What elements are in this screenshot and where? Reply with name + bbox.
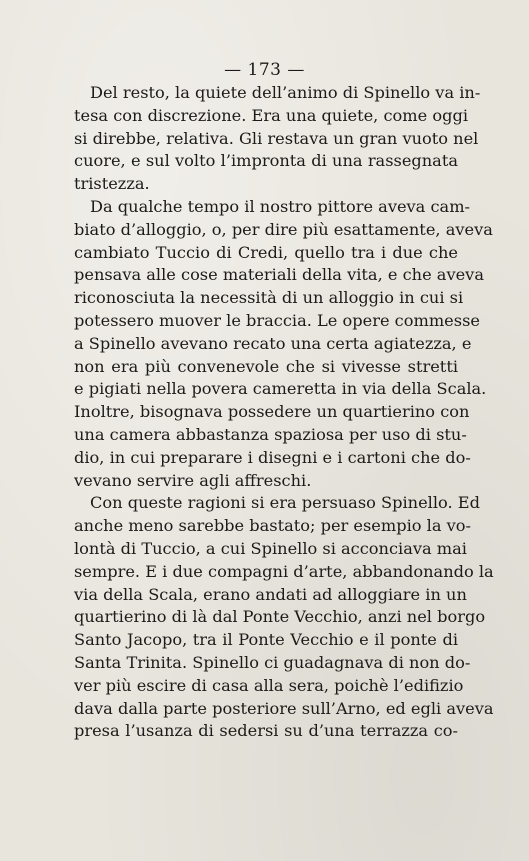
text-line: ver più escire di casa alla sera, poichè l’edifizio <box>74 675 464 695</box>
text-line: cuore, e sul volto l’impronta di una rassegnata <box>74 151 458 171</box>
text-line: riconosciuta la necessità di un alloggio in cui si <box>74 288 464 308</box>
text-line: cambiato Tuccio di Credi, quello tra i due che <box>74 242 458 262</box>
text-line: vevano servire agli affreschi. <box>74 470 312 490</box>
text-line: via della Scala, erano andati ad alloggiare in un <box>74 584 467 604</box>
text-line: e pigiati nella povera cameretta in via della Scala. <box>74 379 487 399</box>
text-line: quartierino di là dal Ponte Vecchio, anzi nel borgo <box>74 607 486 627</box>
text-line: presa l’usanza di sedersi su d’una terrazza co- <box>74 721 458 741</box>
body-text <box>74 82 494 743</box>
text-line: una camera abbastanza spaziosa per uso di stu- <box>74 424 467 444</box>
text-line: anche meno sarebbe bastato; per esempio la vo- <box>74 516 471 536</box>
text-line: Del resto, la quiete dell’animo di Spinello va in- <box>90 83 481 102</box>
text-line: si direbbe, relativa. Gli restava un gran vuoto nel <box>74 128 479 148</box>
text-line: Santa Trinita. Spinello ci guadagnava di non do- <box>74 652 471 672</box>
text-line: tristezza. <box>74 174 150 194</box>
text-line: dio, in cui preparare i disegni e i cartoni che do- <box>74 447 471 467</box>
text-line: non era più convenevole che si vivesse stretti <box>74 356 458 376</box>
text-line: Con queste ragioni si era persuaso Spinello. Ed <box>90 493 480 513</box>
text-line: Da qualche tempo il nostro pittore aveva cam- <box>90 196 471 216</box>
text-line: tesa con discrezione. Era una quiete, come oggi <box>74 105 469 125</box>
text-line: potessero muover le braccia. Le opere commesse <box>74 310 480 330</box>
text-line: pensava alle cose materiali della vita, e che aveva <box>74 265 484 285</box>
page-number: — 173 — <box>224 60 305 80</box>
text-line: sempre. E i due compagni d’arte, abbandonando la <box>74 561 494 581</box>
text-line: lontà di Tuccio, a cui Spinello si acconciava mai <box>74 538 467 558</box>
text-line: dava dalla parte posteriore sull’Arno, ed egli aveva <box>74 698 494 718</box>
text-line: Inoltre, bisognava possedere un quartierino con <box>74 402 470 422</box>
text-line: biato d’alloggio, o, per dire più esattamente, aveva <box>74 219 493 239</box>
text-line: Santo Jacopo, tra il Ponte Vecchio e il ponte di <box>74 630 458 650</box>
text-line: a Spinello avevano recato una certa agiatezza, e <box>74 333 472 353</box>
